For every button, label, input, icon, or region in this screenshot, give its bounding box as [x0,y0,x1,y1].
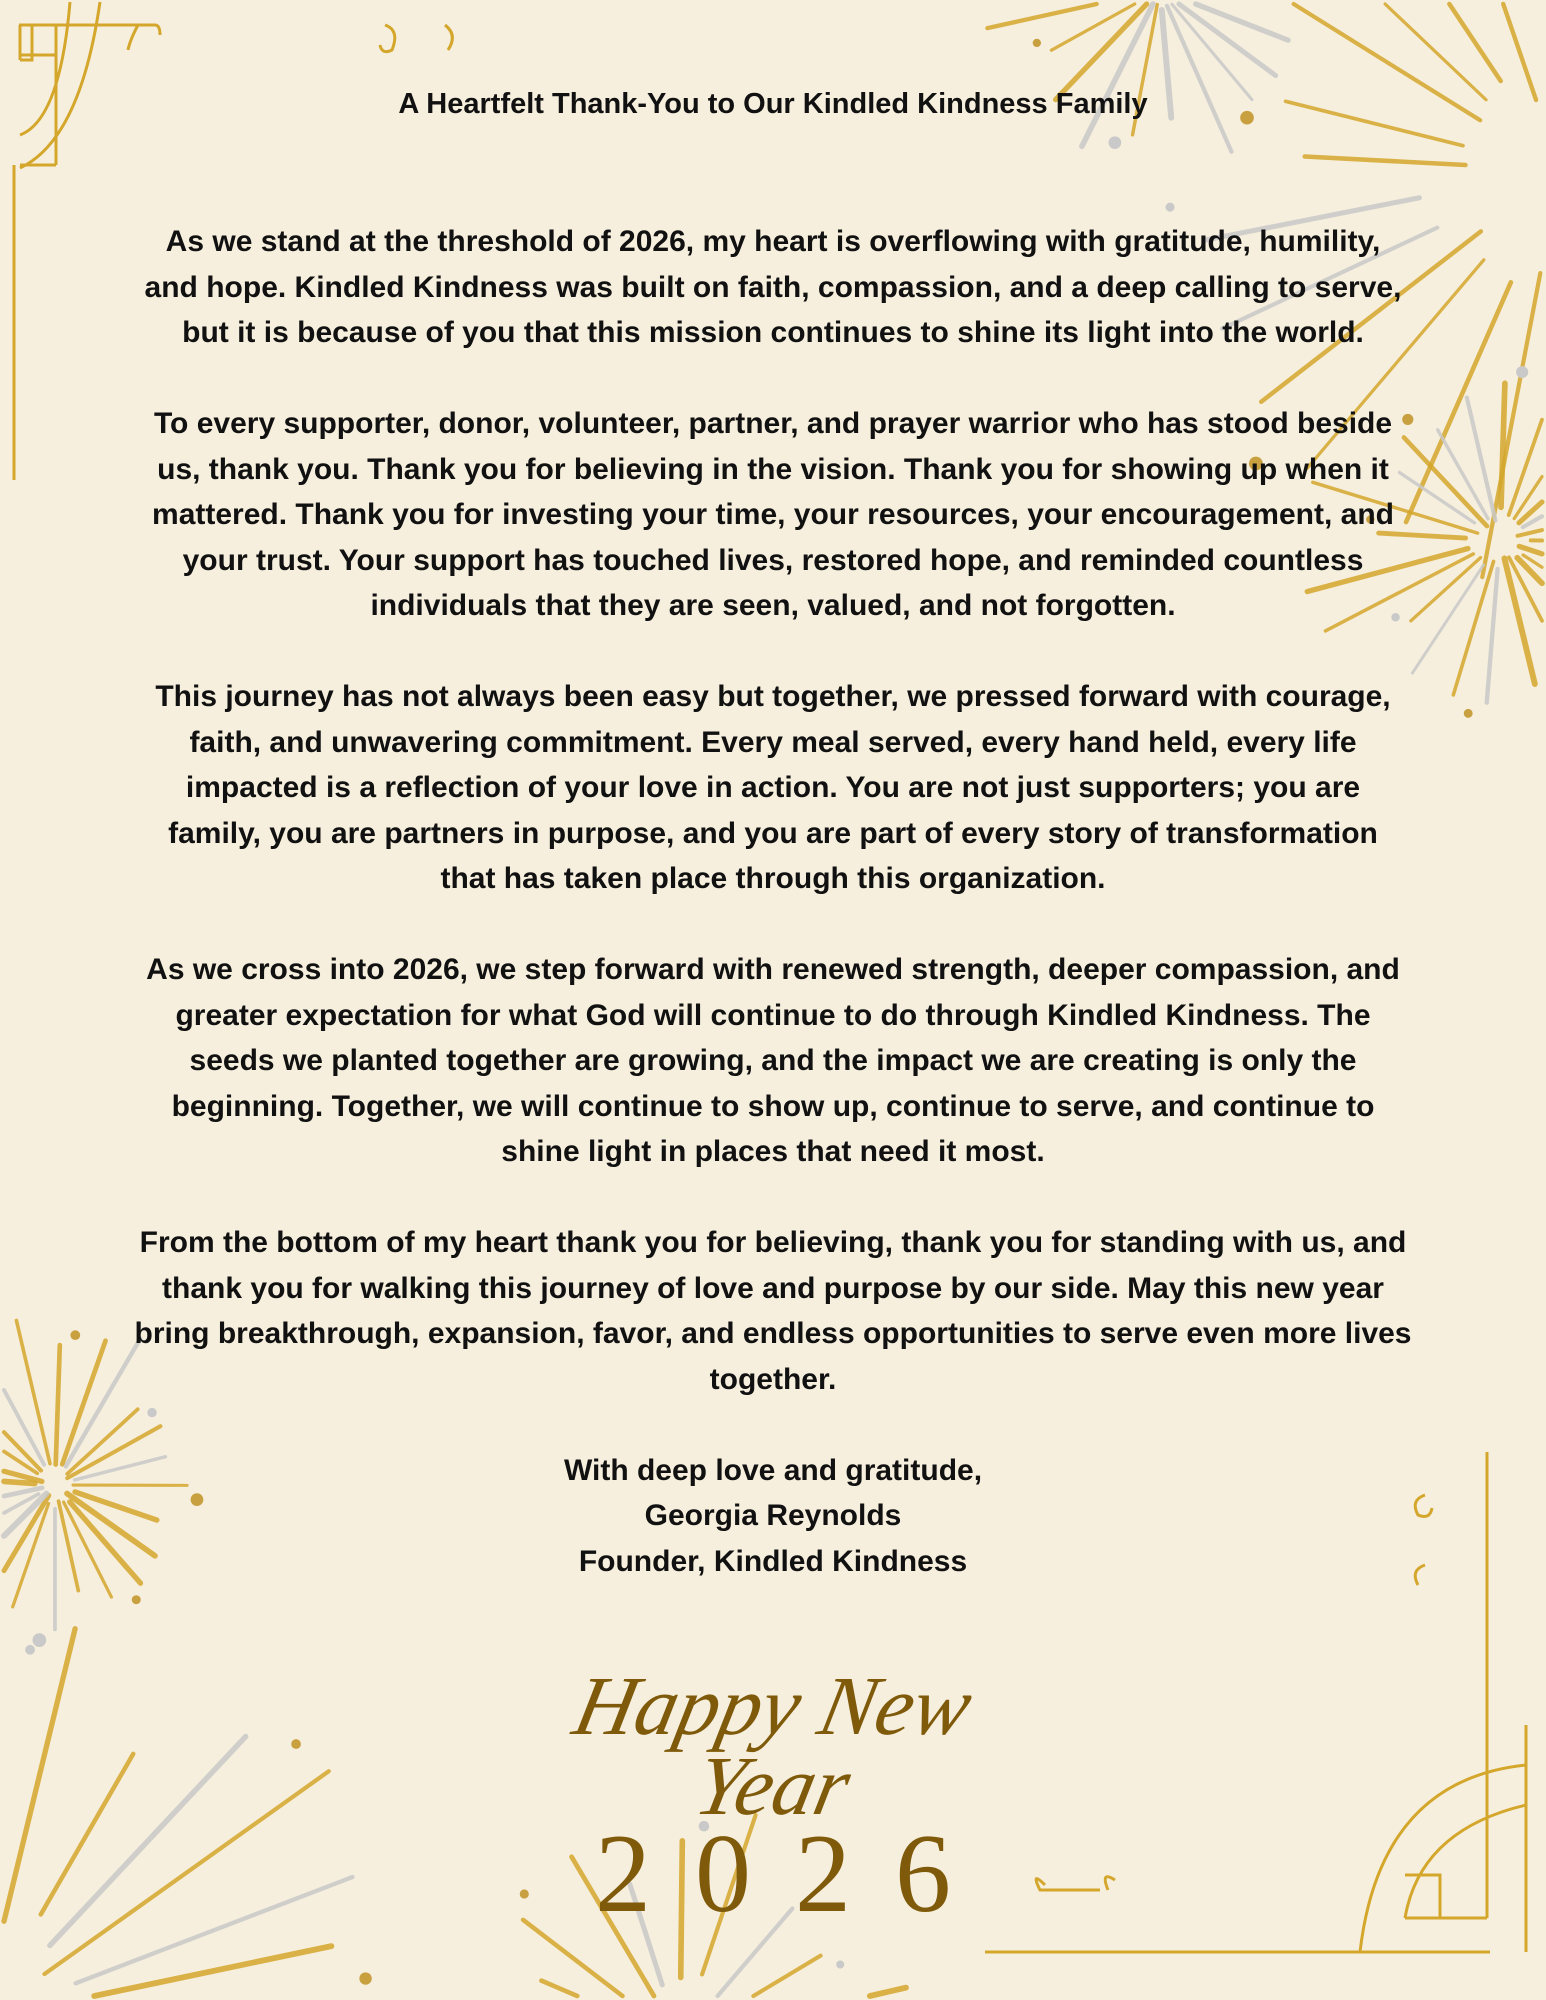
paragraph-line: As we cross into 2026, we step forward with renewed strength, deeper compassion, and [146,953,1400,986]
firework-ray [1385,4,1486,100]
paragraph [0,674,1546,902]
firework-sparkle [33,1633,47,1647]
greeting-happy-new: Happy New [566,1660,981,1753]
firework-sparkle [359,1972,371,1984]
paragraph-line: and hope. Kindled Kindness was built on faith, compassion, and a deep calling to serve, [144,270,1402,304]
letter-title: A Heartfelt Thank-You to Our Kindled Kindness Family [398,88,1148,120]
firework-ray [541,1981,577,1996]
paragraph [0,1220,1546,1402]
paragraph-line: seeds we planted together are growing, and the impact we are creating is only the [189,1044,1357,1077]
firework-ray [870,1988,906,1996]
firework-sparkle [1166,203,1175,212]
firework-ray [94,1946,331,1996]
firework-ray [1167,6,1231,152]
greeting-year-number: 2026 [595,1812,995,1936]
firework-sparkle [25,1645,35,1655]
firework-ray [1056,4,1147,100]
paragraph-line: bring breakthrough, expansion, favor, and endless opportunities to serve even more lives [134,1317,1412,1350]
paragraph-line: us, thank you. Thank you for believing in the vision. Thank you for showing up when it [157,452,1389,486]
paragraph-line: together. [709,1362,837,1396]
paragraph-line: that has taken place through this organization. [440,862,1106,895]
paragraph-line: faith, and unwavering commitment. Every meal served, every hand held, every life [189,725,1357,759]
firework-ray [1305,157,1466,165]
firework-sparkle [836,1960,844,1968]
paragraph-line: thank you for walking this journey of love and purpose by our side. May this new year [162,1271,1384,1305]
paragraph-line: From the bottom of my heart thank you for believing, thank you for standing with us, and [139,1226,1407,1259]
paragraph-line: individuals that they are seen, valued, and not forgotten. [370,589,1176,622]
paragraph [0,219,1546,356]
paragraph-line: To every supporter, donor, volunteer, partner, and prayer warrior who has stood beside [153,407,1393,440]
firework-sparkle [1033,39,1041,47]
paragraph-line: shine light in places that need it most. [501,1135,1045,1168]
firework-burst-top-center [987,4,1288,152]
signature-name: Georgia Reynolds [644,1499,902,1532]
paragraph-line: impacted is a reflection of your love in action. You are not just supporters; you are [185,771,1361,804]
firework-sparkle [132,1595,141,1604]
paragraph [0,947,1546,1175]
firework-ray [753,1956,820,1996]
firework-ray [1503,4,1536,100]
signature-block [0,1448,1546,1585]
greeting-year: Year [687,1740,859,1833]
firework-ray [1449,4,1500,81]
paragraph-line: family, you are partners in purpose, and you are part of every story of transformation [168,816,1378,850]
signature-closing: With deep love and gratitude, [563,1453,983,1487]
paragraph-line: mattered. Thank you for investing your time, your resources, your encouragement, and [152,498,1394,531]
paragraph-line: your trust. Your support has touched lives, restored hope, and reminded countless [182,543,1364,577]
firework-ray [987,4,1096,28]
paragraph [0,401,1546,629]
paragraph-line: greater expectation for what God will continue to do through Kindled Kindness. The [175,998,1371,1032]
firework-sparkle [1109,136,1122,149]
letter-body [0,219,1546,1584]
firework-ray [1196,4,1288,40]
signature-role: Founder, Kindled Kindness [578,1544,968,1578]
paragraph-line: beginning. Together, we will continue to show up, continue to serve, and continue to [171,1089,1375,1123]
paragraph-line: This journey has not always been easy but together, we pressed forward with courage, [155,680,1391,713]
paragraph-line: but it is because of you that this mission continues to shine its light into the world. [182,316,1364,349]
paragraph-line: As we stand at the threshold of 2026, my heart is overflowing with gratitude, humility, [165,225,1381,258]
